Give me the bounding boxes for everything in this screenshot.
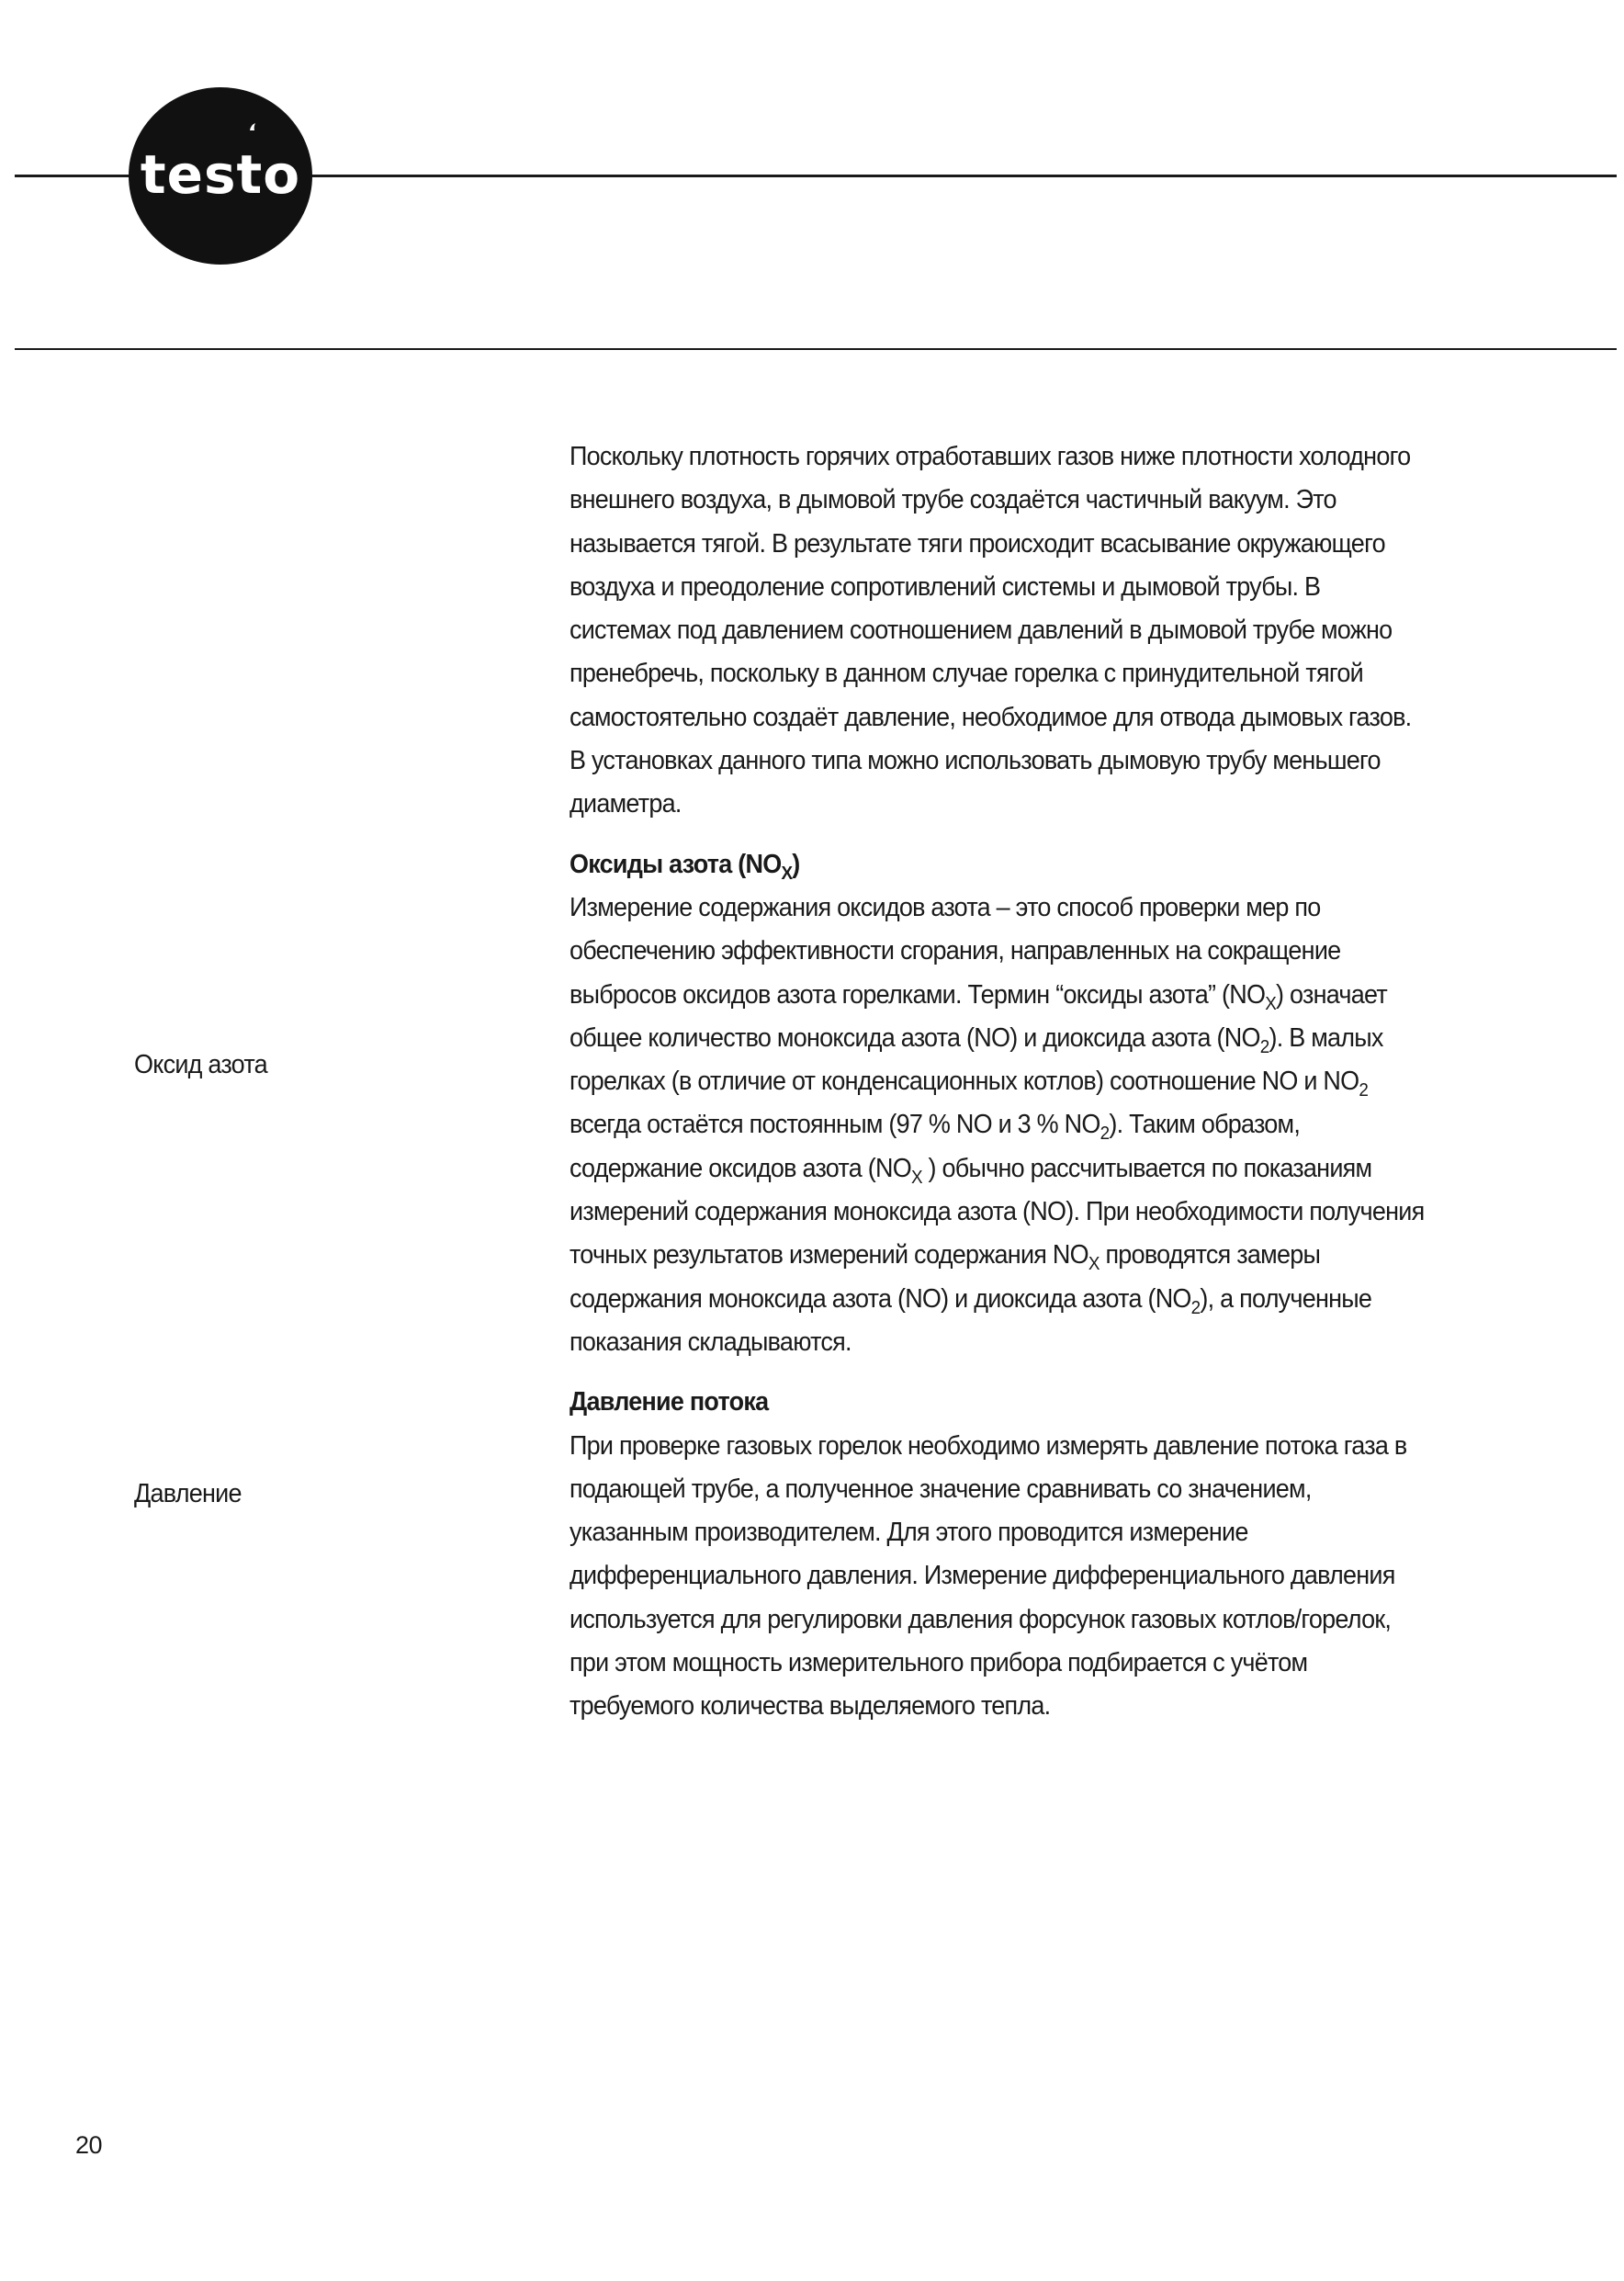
subscript: X [910,1167,922,1188]
text-line: обеспечению эффективности сгорания, направленных на сокращение [570,936,1341,966]
nox-heading-suffix: ) [792,849,800,879]
text-line: дифференциального давления. Измерение дифференциального давления [570,1561,1395,1591]
text-line [570,1278,1449,1321]
pressure-paragraph [570,1425,1449,1729]
text-line: системах под давлением соотношением давлений в дымовой трубе можно [570,615,1393,646]
text-line: Поскольку плотность горячих отработавших газов ниже плотности холодного [570,442,1411,471]
logo-flame-icon [248,122,257,131]
text-span: ) обычно рассчитывается по показаниям [921,1153,1372,1183]
text-span: проводятся замеры [1099,1240,1321,1270]
text-line: показания складываются. [570,1327,851,1357]
text-line: воздуха и преодоление сопротивлений системы и дымовой трубы. В [570,571,1321,602]
text-line: используется для регулировки давления форсунок газовых котлов/горелок, [570,1604,1392,1634]
text-line [570,1017,1449,1060]
nox-paragraph [570,886,1449,1364]
text-line: самостоятельно создаёт давление, необходимое для отвода дымовых газов. [570,702,1412,732]
text-span: общее количество моноксида азота (NO) и диоксида азота (NO [570,1022,1260,1053]
text-line: при этом мощность измерительного прибора подбирается с учётом [570,1648,1308,1678]
nox-heading-sub: X [781,863,793,884]
text-line: При проверке газовых горелок необходимо измерять давление потока газа в [570,1430,1407,1461]
subscript: 2 [1259,1036,1269,1057]
testo-logo [129,87,312,265]
side-label-pressure: Давление [134,1479,242,1508]
text-span: ), а полученные [1200,1283,1372,1314]
text-line [570,1060,1449,1103]
text-line [570,1147,1449,1191]
text-line: измерений содержания моноксида азота (NO). При необходимости получения [570,1197,1425,1227]
text-line: подающей трубе, а полученное значение сравнивать со значением, [570,1474,1312,1504]
nox-heading [570,843,1449,886]
text-line [570,974,1449,1017]
text-line [570,1103,1449,1146]
subscript: X [1265,993,1277,1014]
text-span: ). Таким образом, [1109,1110,1301,1140]
text-line: внешнего воздуха, в дымовой трубе создаётся частичный вакуум. Это [570,485,1336,515]
section-rule [15,348,1617,350]
text-line: пренебречь, поскольку в данном случае горелка с принудительной тягой [570,659,1363,689]
subscript: 2 [1190,1297,1201,1318]
text-line: Измерение содержания оксидов азота – это способ проверки мер по [570,892,1321,922]
text-line: требуемого количества выделяемого тепла. [570,1691,1051,1722]
subscript: X [1088,1254,1100,1275]
text-line: В установках данного типа можно использовать дымовую трубу меньшего [570,746,1381,776]
main-text [570,435,1449,1729]
text-span: точных результатов измерений содержания NO [570,1240,1088,1270]
text-span: ) означает [1276,979,1387,1010]
text-span: горелках (в отличие от конденсационных котлов) соотношение NO и NO [570,1067,1359,1097]
logo-text: testo [140,142,301,206]
text-span: всегда остаётся постоянным (97 % NO и 3 % NO [570,1110,1100,1140]
pressure-heading: Давление потока [570,1387,769,1417]
text-line: называется тягой. В результате тяги происходит всасывание окружающего [570,528,1385,559]
nox-heading-text: Оксиды азота (NO [570,849,782,879]
subscript: 2 [1359,1079,1369,1101]
side-label-nitrogen-oxide: Оксид азота [134,1050,267,1079]
text-span: выбросов оксидов азота горелками. Термин “оксиды азота” (NO [570,979,1266,1010]
page-number: 20 [75,2131,103,2159]
text-line: диаметра. [570,789,682,819]
text-line: указанным производителем. Для этого проводится измерение [570,1518,1248,1548]
text-span: ). В малых [1269,1022,1383,1053]
text-span: содержания моноксида азота (NO) и диоксида азота (NO [570,1283,1191,1314]
text-span: содержание оксидов азота (NO [570,1153,911,1183]
subscript: 2 [1100,1124,1110,1145]
draft-paragraph [570,435,1449,827]
text-line [570,1234,1449,1277]
